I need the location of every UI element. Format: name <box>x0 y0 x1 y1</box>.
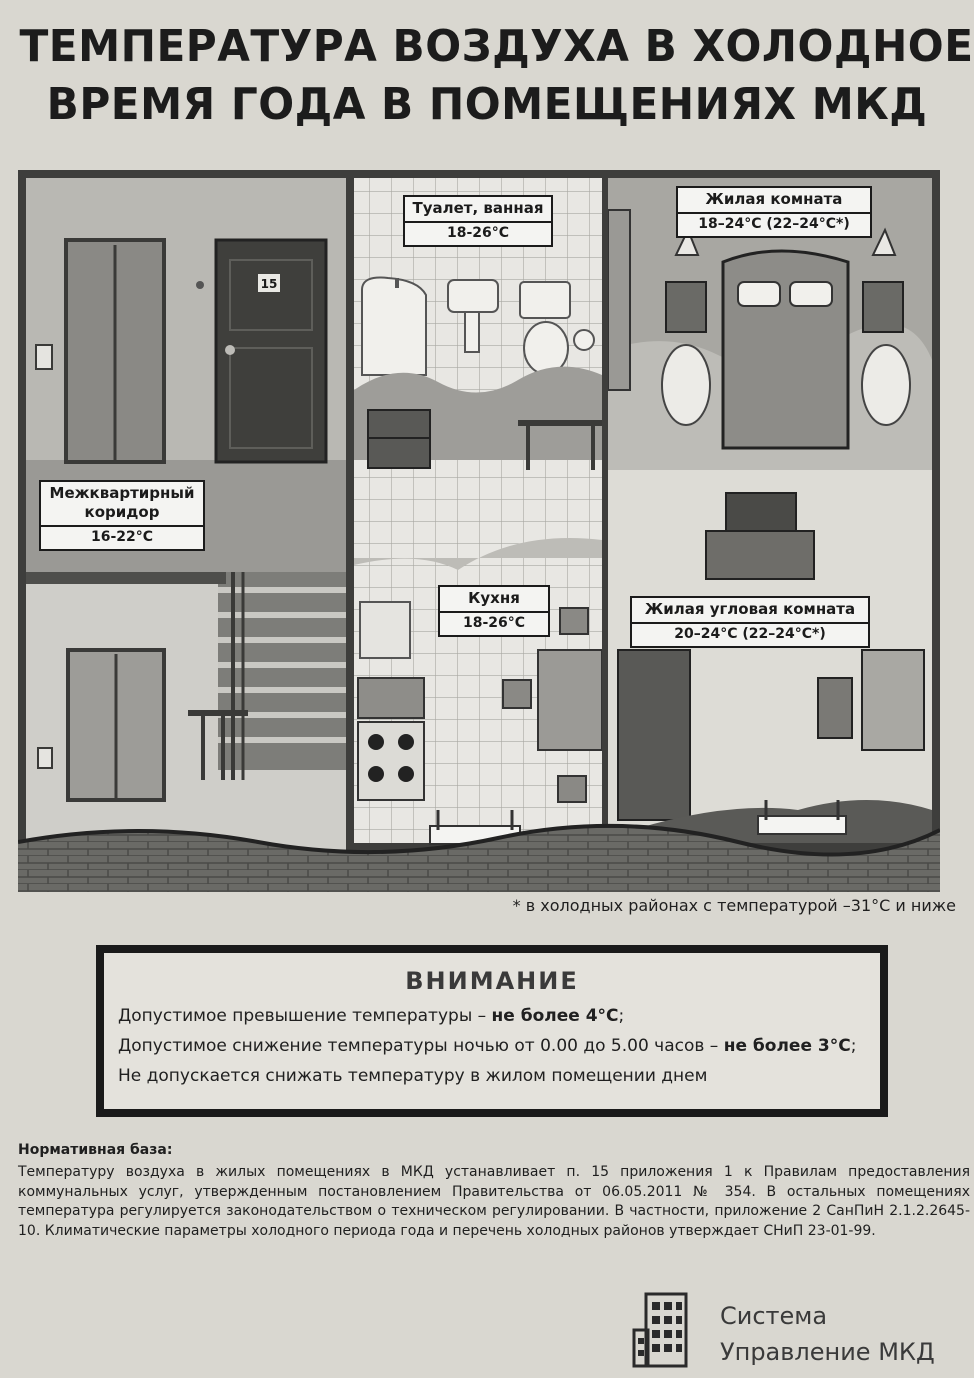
sofa <box>618 650 690 820</box>
corridor-name-line-1: Межквартирный <box>49 484 195 502</box>
building-icon <box>632 1290 696 1370</box>
kitchen-sink <box>360 602 410 658</box>
corner-room-name: Жилая угловая комната <box>644 600 856 618</box>
living-room-temp: 18–24°C (22–24°C*) <box>678 212 870 236</box>
kitchen-table <box>538 650 602 750</box>
title-line-2: ВРЕМЯ ГОДА В ПОМЕЩЕНИЯХ МКД <box>46 79 928 130</box>
attention-line-3: Не допускается снижать температуру в жилом помещении днем <box>118 1066 708 1086</box>
corner-desk <box>862 650 924 750</box>
door-number: 15 <box>260 277 278 291</box>
bathroom-name: Туалет, ванная <box>412 199 544 217</box>
elevator-top <box>66 240 164 462</box>
nightstand-right <box>863 282 903 332</box>
kitchen-name: Кухня <box>468 589 520 607</box>
attention-heading: ВНИМАНИЕ <box>405 967 579 995</box>
attention-box <box>96 945 888 1117</box>
elevator-bottom <box>68 650 164 800</box>
apartment-door <box>216 240 326 462</box>
brand-logo <box>632 1290 962 1370</box>
toilet <box>520 282 570 318</box>
normative-text: Температуру воздуха в жилых помещениях в МКД устанавливает п. 15 приложения 1 к Правилам предоставления коммунальных услуг, утвержденным постановлением Правительства от 06.05.2011 № 354. В остальных помещениях температура регулируется законодательством о техническом регулировании. В частности, приложение 2 СанПиН 2.1.2.2645-10. Климатические параметры холодного периода года и перечень холодных районов утверждает СНиП 23-01-99. <box>18 1164 970 1239</box>
bed <box>723 251 848 448</box>
label-corner-room <box>630 596 870 648</box>
normative-title: Нормативная база: <box>18 1142 173 1158</box>
corridor-name-line-2: коридор <box>84 503 160 521</box>
label-living-room <box>676 186 872 238</box>
stove <box>358 722 424 800</box>
kitchen-counter <box>358 678 424 718</box>
label-bathroom <box>403 195 553 247</box>
bathtub <box>362 278 426 376</box>
brand-line-2: Управление МКД <box>720 1338 935 1366</box>
bath-sink <box>448 280 498 312</box>
page-title <box>19 18 974 134</box>
footnote: * в холодных районах с температурой –31°C и ниже <box>512 896 956 915</box>
corner-room-temp: 20–24°C (22–24°C*) <box>632 622 868 646</box>
elevator-button <box>36 345 52 369</box>
label-corridor <box>39 480 205 551</box>
living-room-name: Жилая комната <box>705 190 843 208</box>
corner-chair <box>818 678 852 738</box>
title-line-1: ТЕМПЕРАТУРА ВОЗДУХА В ХОЛОДНОЕ <box>19 21 974 72</box>
attention-line-1: Допустимое превышение температуры – не более 4°C; <box>118 1006 625 1026</box>
nightstand-left <box>666 282 706 332</box>
attention-line-2: Допустимое снижение температуры ночью от 0.00 до 5.00 часов – не более 3°C; <box>118 1036 857 1056</box>
brand-line-1: Система <box>720 1302 828 1330</box>
bathroom-temp: 18-26°C <box>405 221 551 245</box>
kitchen-temp: 18-26°C <box>440 611 548 635</box>
label-kitchen <box>438 585 550 637</box>
corridor-temp: 16-22°C <box>41 525 203 549</box>
